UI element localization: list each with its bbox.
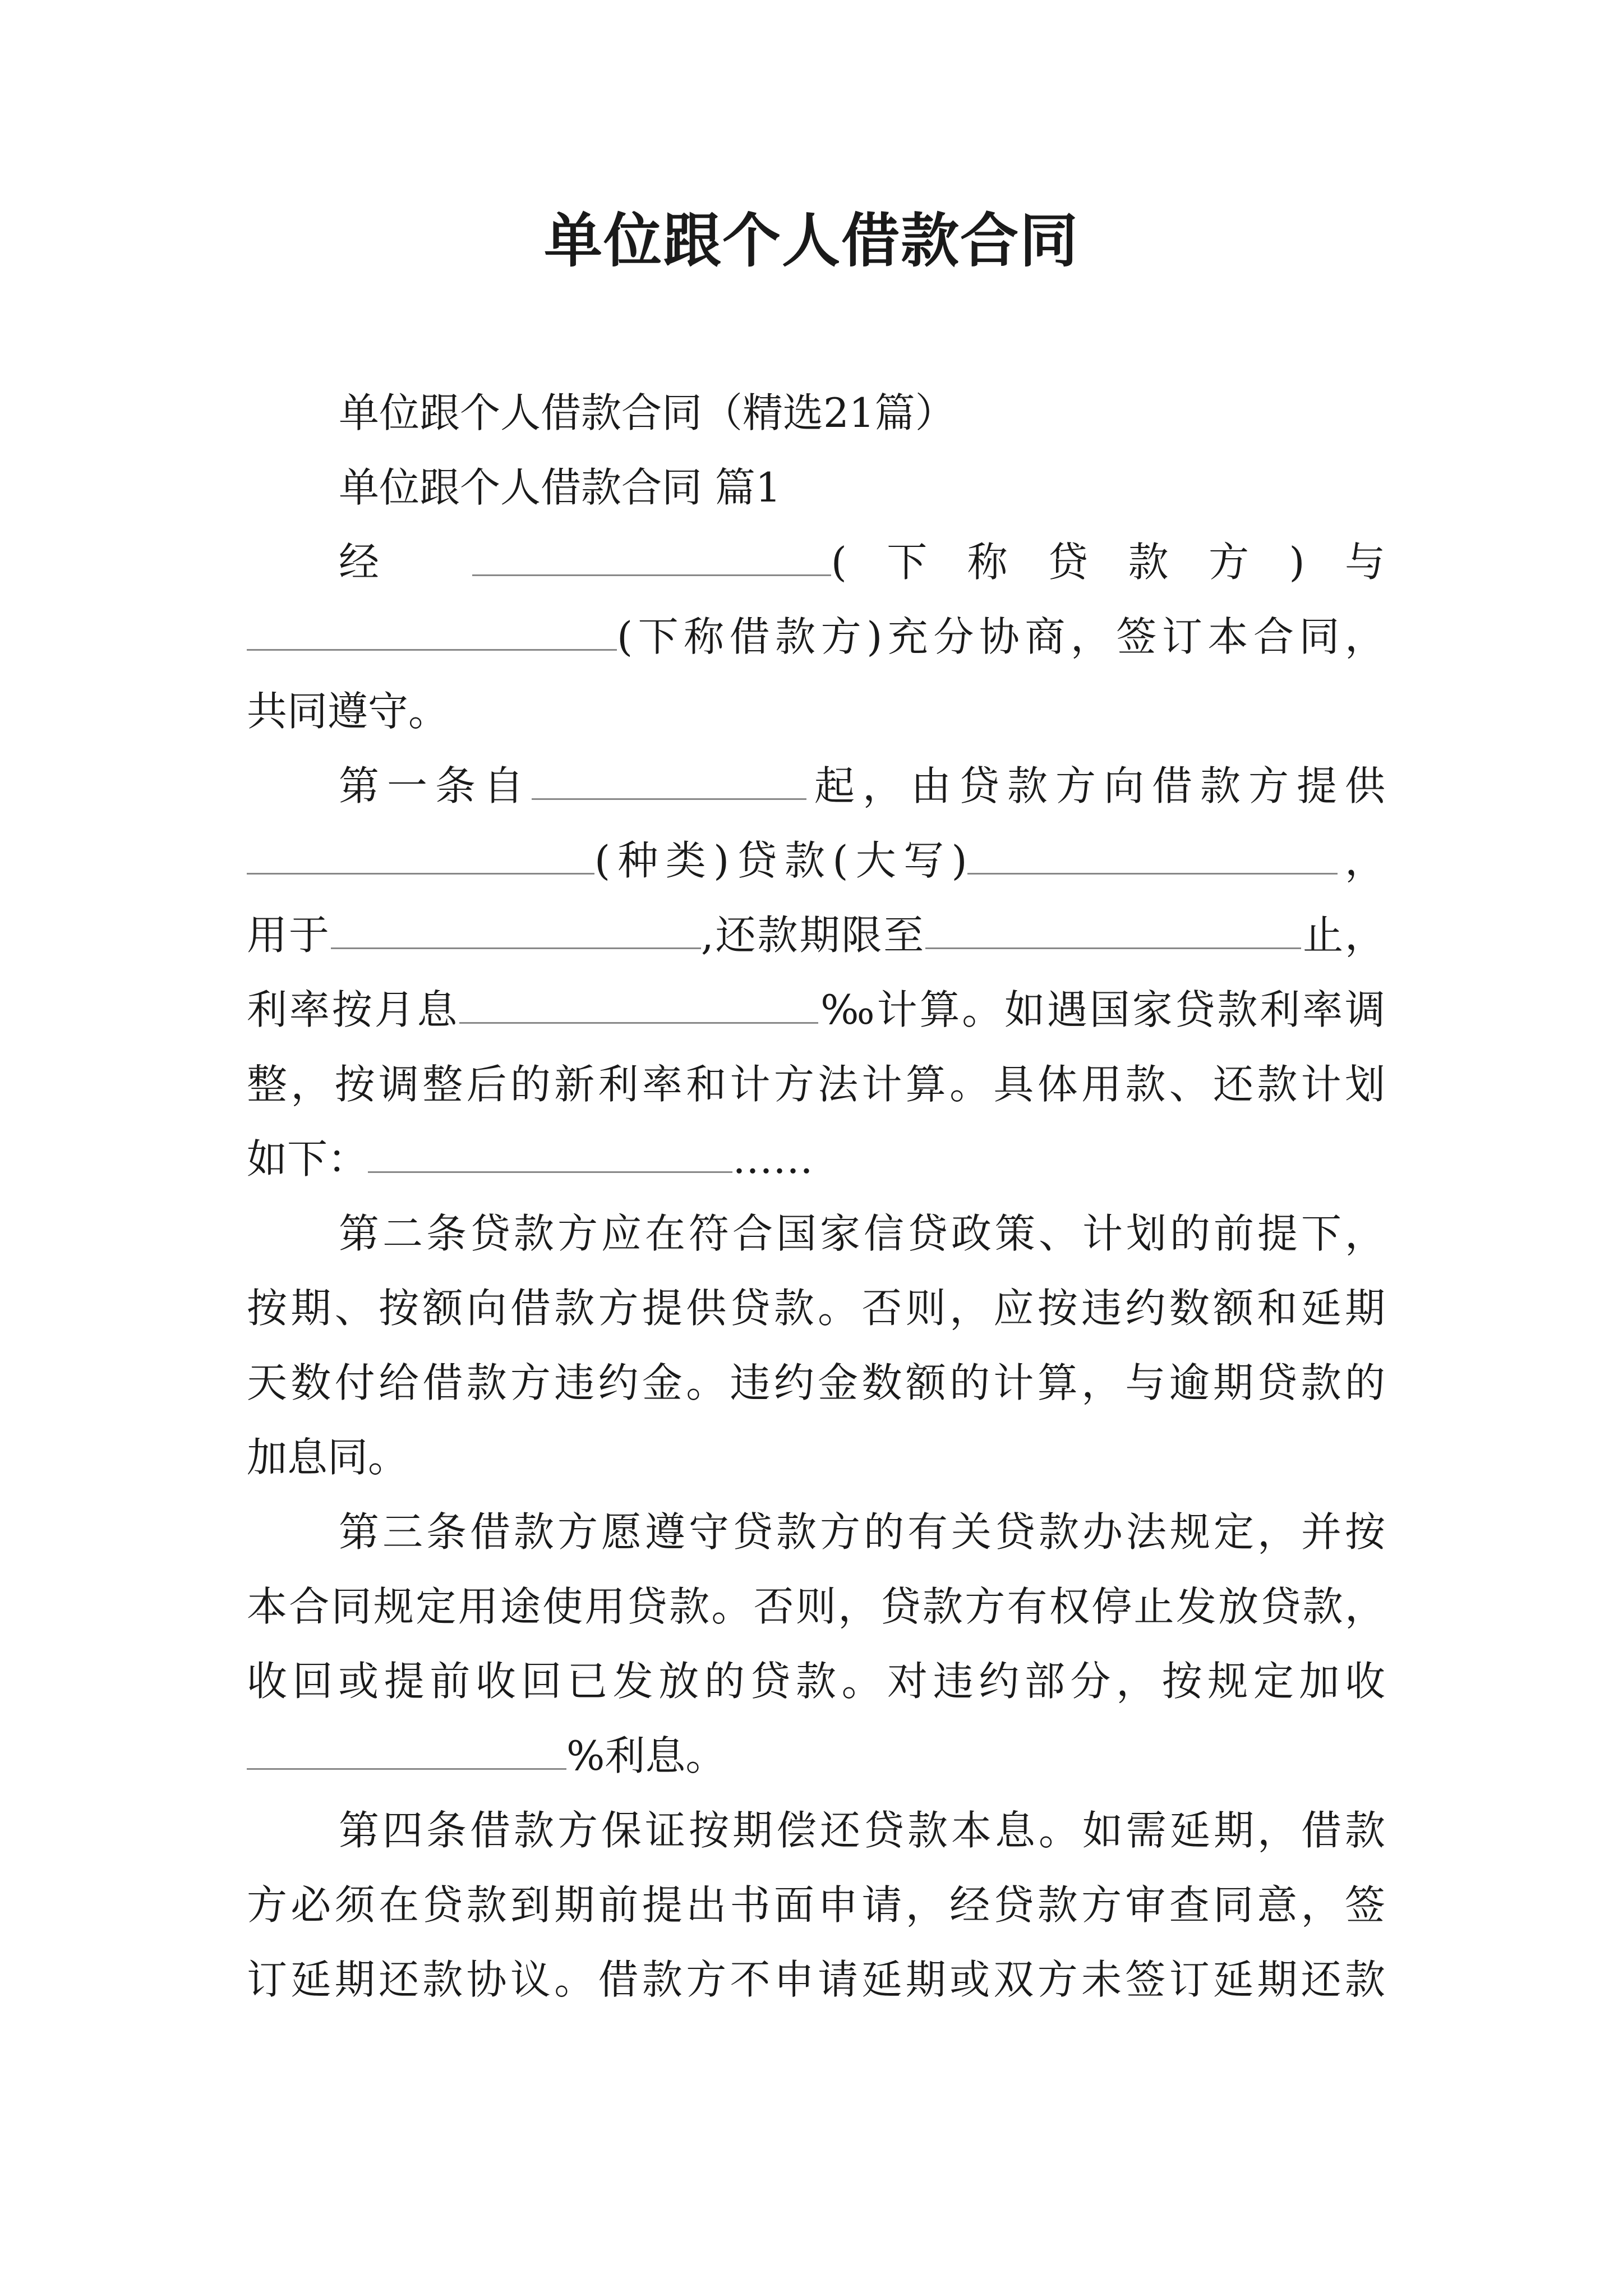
- article3-line-1: 第三条借款方愿遵守贷款方的有关贷款办法规定，并按: [339, 1508, 1385, 1556]
- article1-line-2: [247, 823, 1385, 898]
- intro-lender-label: (下称贷款方)与: [831, 539, 1385, 586]
- article2-line-1: 第二条贷款方应在符合国家信贷政策、计划的前提下，: [339, 1210, 1385, 1257]
- article1-l4-suffix: ‰计算。如遇国家贷款利率调: [818, 986, 1385, 1033]
- penalty-interest-blank[interactable]: [247, 1734, 566, 1770]
- amount-uppercase-blank[interactable]: [967, 839, 1338, 875]
- repayment-plan-blank[interactable]: [368, 1138, 732, 1173]
- article1-l3-end: 止，: [1301, 912, 1385, 959]
- article3-line-2: 本合同规定用途使用贷款。否则，贷款方有权停止发放贷款，: [247, 1583, 1385, 1630]
- intro-line-2: [247, 600, 1385, 674]
- article1-line-1: [247, 749, 1385, 823]
- article1-l3-mid: ,还款期限至: [700, 912, 926, 959]
- section-heading: 单位跟个人借款合同 篇1: [339, 464, 781, 511]
- article1-line-6: [247, 1122, 1385, 1197]
- loan-type-blank[interactable]: [247, 839, 594, 875]
- intro-line-3: 共同遵守。: [247, 688, 449, 735]
- article4-line-2: 方必须在贷款到期前提出书面申请，经贷款方审查同意，签: [247, 1881, 1385, 1929]
- article1-line-3: [247, 898, 1385, 973]
- intro-prefix: 经: [339, 539, 419, 586]
- article4-line-3: 订延期还款协议。借款方不申请延期或双方未签订延期还款: [247, 1956, 1385, 2003]
- repayment-deadline-blank[interactable]: [925, 914, 1301, 949]
- start-date-blank[interactable]: [532, 765, 806, 800]
- article1-prefix: 第一条自: [339, 762, 532, 809]
- article1-l1-suffix: 起，由贷款方向借款方提供: [806, 762, 1385, 809]
- lender-name-blank[interactable]: [472, 541, 831, 576]
- article1-l2-end: ，: [1337, 837, 1385, 884]
- article3-line-3: 收回或提前收回已发放的贷款。对违约部分，按规定加收: [247, 1658, 1385, 1705]
- article2-line-4: 加息同。: [247, 1434, 409, 1481]
- intro-borrower-label: (下称借款方)充分协商，签订本合同，: [617, 613, 1385, 660]
- document-title: 单位跟个人借款合同: [543, 206, 1079, 275]
- article3-line-4: [247, 1719, 1385, 1793]
- article4-line-1: 第四条借款方保证按期偿还贷款本息。如需延期，借款: [339, 1807, 1385, 1854]
- article1-l3-prefix: 用于: [247, 912, 331, 959]
- monthly-rate-blank[interactable]: [459, 988, 818, 1024]
- article1-l2-mid: (种类)贷款(大写): [594, 837, 967, 884]
- article1-line-4: [247, 973, 1385, 1047]
- article2-line-3: 天数付给借款方违约金。违约金数额的计算，与逾期贷款的: [247, 1359, 1385, 1406]
- article1-l6-prefix: 如下：: [247, 1135, 368, 1182]
- article1-line-5: 整，按调整后的新利率和计方法计算。具体用款、还款计划: [247, 1061, 1385, 1108]
- article2-line-2: 按期、按额向借款方提供贷款。否则，应按违约数额和延期: [247, 1285, 1385, 1332]
- intro-line-1: [247, 525, 1385, 600]
- article1-l6-suffix: ……: [732, 1135, 814, 1182]
- article1-l4-prefix: 利率按月息: [247, 986, 460, 1033]
- borrower-name-blank[interactable]: [247, 615, 617, 651]
- document-body: [247, 376, 1385, 2017]
- subtitle-line: 单位跟个人借款合同（精选21篇）: [339, 389, 956, 436]
- article3-l4-suffix: %利息。: [566, 1732, 726, 1779]
- purpose-blank[interactable]: [331, 914, 701, 949]
